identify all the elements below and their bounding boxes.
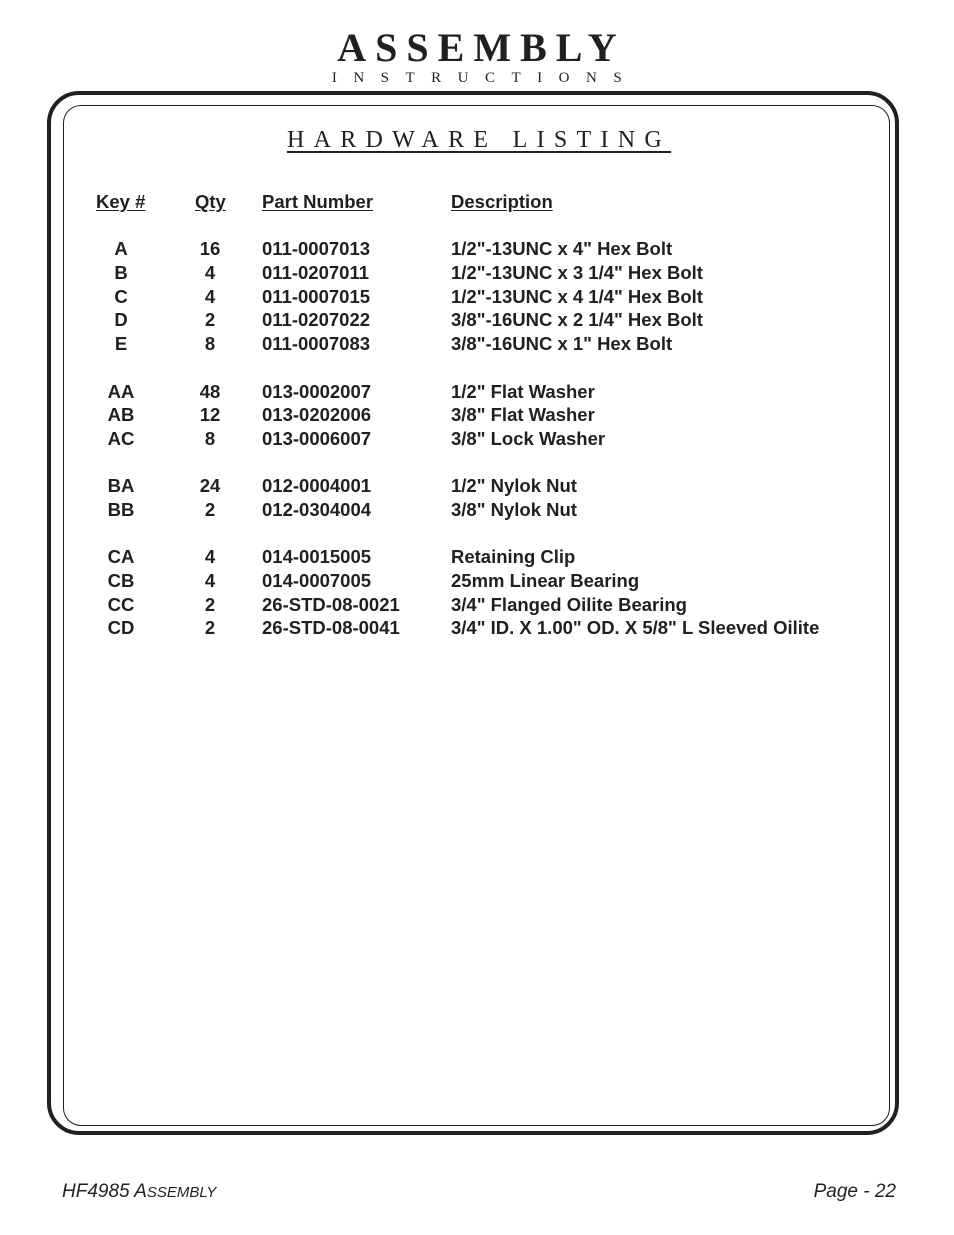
table-row — [0, 427, 954, 451]
key-cell: AC — [107, 427, 135, 449]
part-number-cell: 011-0007083 — [262, 333, 371, 355]
qty-cell: 4 — [204, 546, 216, 568]
description-cell: 3/4" Flanged Oilite Bearing — [451, 593, 687, 615]
description-cell: 3/8" Nylok Nut — [451, 498, 577, 520]
part-number-cell: 011-0007013 — [262, 238, 371, 260]
part-number-cell: 011-0207011 — [262, 262, 370, 284]
qty-cell: 48 — [199, 380, 221, 402]
part-number-cell: 012-0004001 — [262, 475, 372, 497]
key-cell: BA — [107, 475, 135, 497]
part-number-cell: 013-0006007 — [262, 427, 372, 449]
part-number-cell: 013-0202006 — [262, 404, 372, 426]
key-cell: AA — [107, 380, 135, 402]
masthead-title: ASSEMBLY — [337, 25, 626, 70]
part-number-cell: 012-0304004 — [262, 498, 372, 520]
key-cell: A — [114, 238, 128, 260]
table-row — [0, 261, 954, 285]
key-cell: CD — [107, 617, 135, 639]
part-number-cell: 014-0015005 — [262, 546, 372, 568]
masthead-subtitle: INSTRUCTIONS — [331, 70, 639, 86]
qty-cell: 2 — [204, 593, 216, 615]
description-cell: 1/2"-13UNC x 3 1/4" Hex Bolt — [451, 262, 703, 284]
part-number-cell: 011-0207022 — [262, 309, 371, 331]
header-description: Description — [451, 191, 553, 212]
description-cell: 3/8" Lock Washer — [451, 427, 606, 449]
hardware-table — [0, 190, 954, 640]
table-header-row — [0, 190, 954, 214]
footer-model-smallcaps: SSEMBLY — [146, 1184, 217, 1201]
table-row — [0, 474, 954, 498]
description-cell: 1/2"-13UNC x 4" Hex Bolt — [451, 238, 673, 260]
header-part-number: Part Number — [262, 191, 374, 212]
masthead — [0, 25, 954, 86]
description-cell: 3/8"-16UNC x 2 1/4" Hex Bolt — [451, 309, 703, 331]
part-number-cell: 011-0007015 — [262, 285, 371, 307]
group-spacer — [0, 522, 954, 546]
key-cell: E — [114, 333, 128, 355]
key-cell: B — [114, 262, 128, 284]
description-cell: Retaining Clip — [451, 546, 576, 568]
table-row — [0, 403, 954, 427]
qty-cell: 24 — [199, 475, 221, 497]
qty-cell: 2 — [204, 309, 216, 331]
key-cell: BB — [107, 498, 135, 520]
description-cell: 3/8" Flat Washer — [451, 404, 595, 426]
table-row — [0, 569, 954, 593]
description-cell: 1/2" Flat Washer — [451, 380, 595, 402]
header-qty: Qty — [195, 191, 226, 212]
part-number-cell: 26-STD-08-0021 — [262, 593, 400, 615]
section-title-text: HARDWARE LISTING — [286, 127, 672, 153]
key-cell: AB — [107, 404, 135, 426]
description-cell: 1/2" Nylok Nut — [451, 475, 577, 497]
qty-cell: 16 — [199, 238, 221, 260]
key-cell: C — [114, 285, 128, 307]
part-number-cell: 26-STD-08-0041 — [262, 617, 400, 639]
group-spacer — [0, 356, 954, 380]
table-row — [0, 545, 954, 569]
table-row — [0, 498, 954, 522]
key-cell: CC — [107, 593, 135, 615]
key-cell: D — [114, 309, 128, 331]
group-spacer — [0, 451, 954, 475]
footer-model — [62, 1181, 216, 1203]
qty-cell: 2 — [204, 617, 216, 639]
section-title — [0, 127, 954, 154]
part-number-cell: 013-0002007 — [262, 380, 372, 402]
qty-cell: 12 — [199, 404, 221, 426]
description-cell: 3/8"-16UNC x 1" Hex Bolt — [451, 333, 673, 355]
table-row — [0, 380, 954, 404]
qty-cell: 2 — [204, 498, 216, 520]
table-row — [0, 308, 954, 332]
part-number-cell: 014-0007005 — [262, 570, 372, 591]
footer-model-text: HF4985 A — [62, 1181, 147, 1202]
qty-cell: 4 — [204, 570, 216, 591]
table-row — [0, 616, 954, 640]
table-row — [0, 285, 954, 309]
description-cell: 1/2"-13UNC x 4 1/4" Hex Bolt — [451, 285, 703, 307]
table-row — [0, 593, 954, 617]
table-row — [0, 332, 954, 356]
key-cell: CB — [107, 570, 135, 591]
description-cell: 3/4" ID. X 1.00" OD. X 5/8" L Sleeved Oilite — [451, 617, 820, 639]
table-row — [0, 237, 954, 261]
header-key: Key # — [96, 191, 146, 212]
description-cell: 25mm Linear Bearing — [451, 570, 640, 591]
footer-page-number: Page - 22 — [813, 1181, 896, 1202]
key-cell: CA — [107, 546, 135, 568]
qty-cell: 8 — [204, 427, 216, 449]
qty-cell: 4 — [204, 262, 216, 284]
qty-cell: 8 — [204, 333, 216, 355]
qty-cell: 4 — [204, 285, 216, 307]
